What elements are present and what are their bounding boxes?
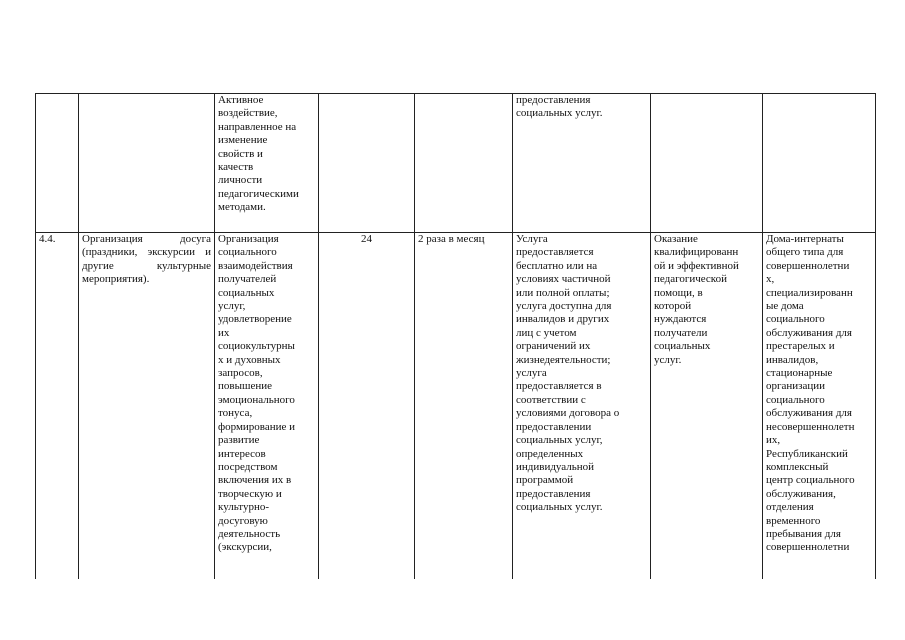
cell-service-name: Организация досуга (праздники, экскурсии и другие культурные мероприятия). bbox=[79, 233, 215, 580]
services-table bbox=[35, 93, 876, 579]
table-row bbox=[36, 94, 876, 233]
cell-conditions: Услуга предоставляется бесплатно или на условиях частичной или полной оплаты; услуга доступна для инвалидов и других лиц с учетом ограничений их жизнедеятельности; услуга предоставляется в соответствии с условиями договора о предоставлении социальных услуг, определенных индивидуальной программой предоставления социальных услуг. bbox=[513, 233, 651, 580]
cell-quality bbox=[651, 94, 763, 233]
cell-description: Организация социального взаимодействия получателей социальных услуг, удовлетворение их социокультурны х и духовных запросов, повышение эмоционального тонуса, формирование и развитие интересов посредством включения их в творческую и культурно- досуговую деятельность (экскурсии, bbox=[215, 233, 319, 580]
cell-providers bbox=[763, 94, 876, 233]
cell-number: 4.4. bbox=[36, 233, 79, 580]
cell-frequency bbox=[415, 94, 513, 233]
cell-providers: Дома-интернаты общего типа для совершеннолетни х, специализированн ые дома социального обслуживания для престарелых и инвалидов, стационарные организации социального обслуживания для несовершеннолетн их, Республиканский комплексный центр социального обслуживания, отделения временного пребывания для совершеннолетни bbox=[763, 233, 876, 580]
cell-frequency: 2 раза в месяц bbox=[415, 233, 513, 580]
cell-quality: Оказание квалифицированн ой и эффективной педагогической помощи, в которой нуждаются получатели социальных услуг. bbox=[651, 233, 763, 580]
cell-service-name bbox=[79, 94, 215, 233]
cell-norm bbox=[319, 94, 415, 233]
cell-number bbox=[36, 94, 79, 233]
cell-norm: 24 bbox=[319, 233, 415, 580]
table-row bbox=[36, 233, 876, 580]
cell-description: Активное воздействие, направленное на изменение свойств и качеств личности педагогическими методами. bbox=[215, 94, 319, 233]
cell-conditions: предоставления социальных услуг. bbox=[513, 94, 651, 233]
